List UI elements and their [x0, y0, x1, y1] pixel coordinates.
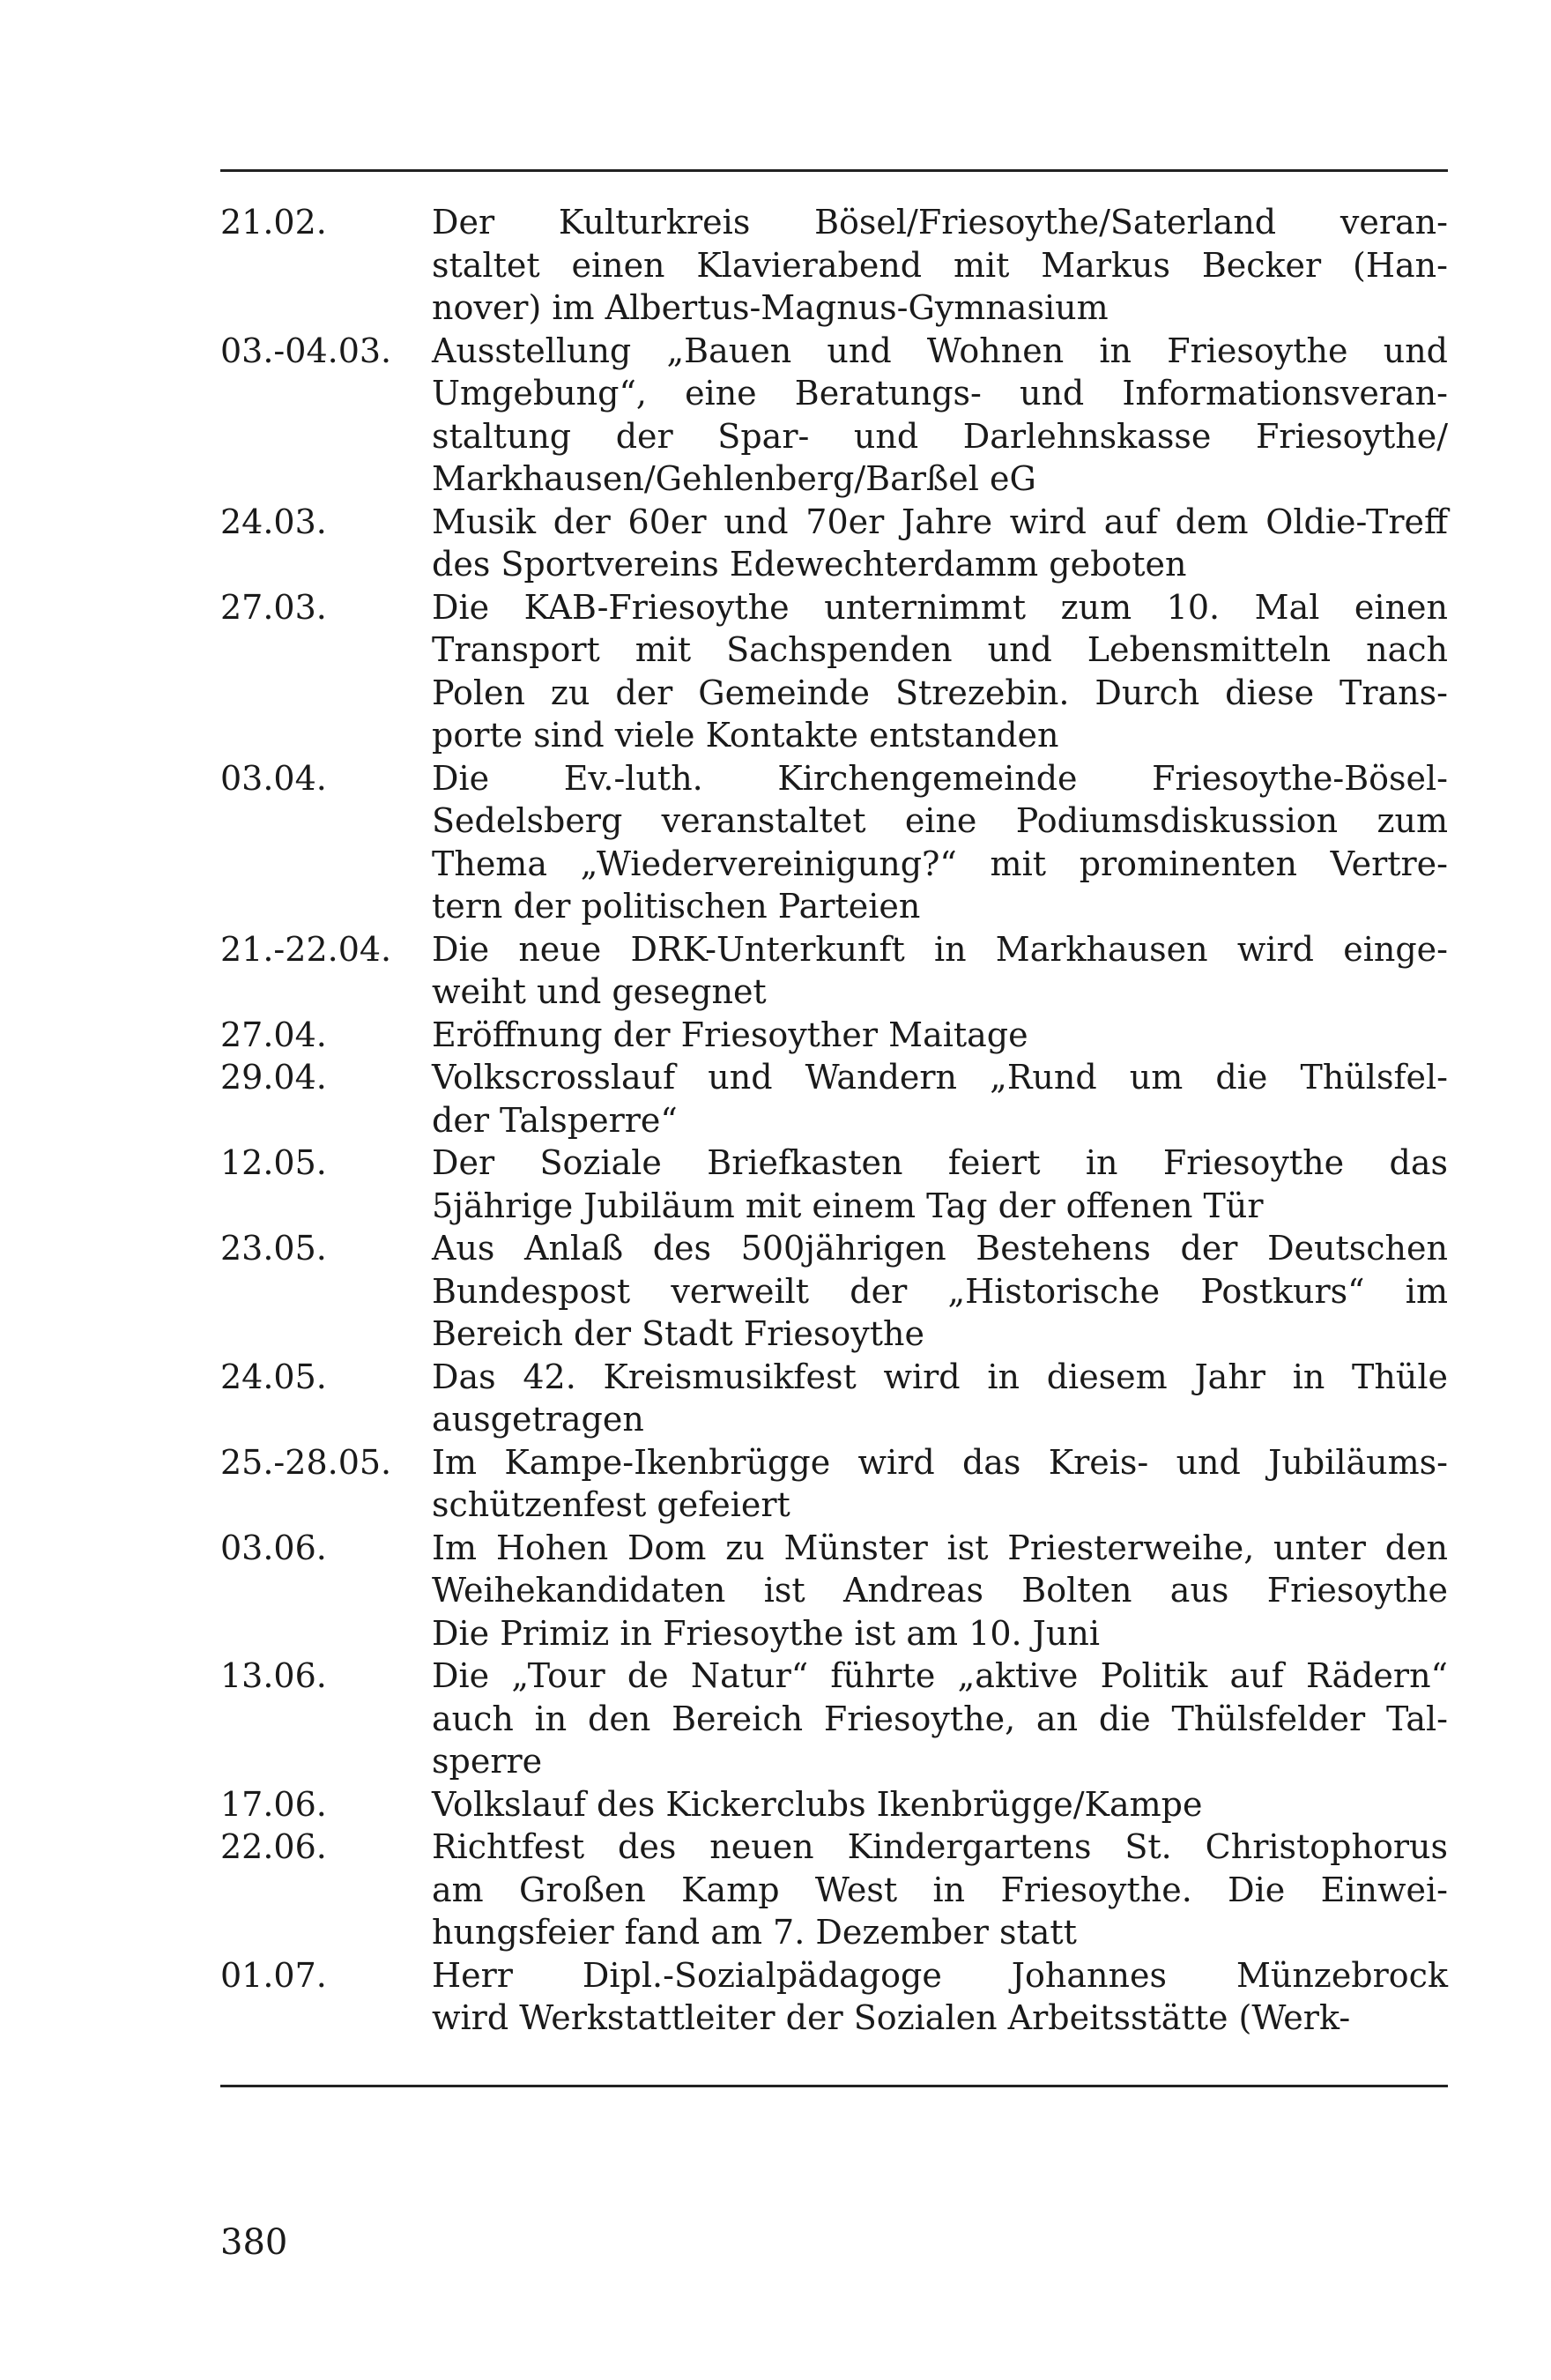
entry-date: 12.05. [220, 1143, 327, 1182]
entry-date: 24.03. [220, 502, 327, 541]
entry-text-line: Der Soziale Briefkasten feiert in Friesoythe das [432, 1143, 1448, 1182]
entry-date: 17.06. [220, 1784, 327, 1824]
chronicle-entry [220, 1826, 1448, 1954]
entry-date: 03.-04.03. [220, 331, 392, 370]
entry-text-line: Transport mit Sachspenden und Lebensmitteln nach [432, 630, 1448, 669]
entry-text-line: Polen zu der Gemeinde Strezebin. Durch diese Trans- [432, 673, 1448, 712]
entry-text-line: tern der politischen Parteien [432, 887, 921, 926]
top-rule [220, 169, 1448, 172]
entry-date: 22.06. [220, 1827, 327, 1866]
entry-text [432, 1014, 1448, 1057]
entry-text-line: hungsfeier fand am 7. Dezember statt [432, 1913, 1077, 1952]
entry-text-line: Bereich der Stadt Friesoythe [432, 1314, 924, 1353]
entry-text-line: Bundespost verweilt der „Historische Postkurs“ im [432, 1271, 1448, 1311]
entry-text [432, 1954, 1448, 2040]
chronicle-entry [220, 1527, 1448, 1655]
entry-text-line: Der Kulturkreis Bösel/Friesoythe/Saterland veran- [432, 203, 1448, 242]
entry-text [432, 586, 1448, 757]
entry-text-line: des Sportvereins Edewechterdamm geboten [432, 545, 1187, 584]
entry-text-line: Richtfest des neuen Kindergartens St. Christophorus [432, 1827, 1448, 1866]
entry-text [432, 1056, 1448, 1142]
entry-text-line: weiht und gesegnet [432, 972, 767, 1011]
chronicle-entry [220, 201, 1448, 330]
entry-date: 24.05. [220, 1357, 327, 1396]
chronicle-entry [220, 1441, 1448, 1527]
chronicle-entry [220, 928, 1448, 1014]
entry-text-line: ausgetragen [432, 1400, 644, 1439]
entry-text-line: Markhausen/Gehlenberg/Barßel eG [432, 459, 1036, 498]
entry-text-line: Musik der 60er und 70er Jahre wird auf dem Oldie-Treff [432, 502, 1448, 541]
entry-text-line: staltet einen Klavierabend mit Markus Becker (Han- [432, 245, 1448, 285]
chronicle-entry [220, 501, 1448, 586]
chronicle-entry [220, 757, 1448, 928]
entry-text-line: Die Ev.-luth. Kirchengemeinde Friesoythe-Bösel- [432, 758, 1448, 798]
chronicle-entry [220, 1227, 1448, 1356]
entry-text-line: Die KAB-Friesoythe unternimmt zum 10. Mal einen [432, 587, 1448, 627]
chronicle-entry [220, 330, 1448, 501]
entry-text-line: schützenfest gefeiert [432, 1485, 790, 1524]
entry-text-line: Thema „Wiedervereinigung?“ mit prominenten Vertre- [432, 844, 1448, 883]
entry-text-line: am Großen Kamp West in Friesoythe. Die Einwei- [432, 1870, 1448, 1909]
entry-text-line: porte sind viele Kontakte entstanden [432, 716, 1059, 755]
entry-date: 25.-28.05. [220, 1442, 392, 1482]
entry-text [432, 1441, 1448, 1527]
entry-text [432, 1527, 1448, 1655]
entry-text-line: Eröffnung der Friesoyther Maitage [432, 1015, 1028, 1054]
entry-text [432, 1783, 1448, 1826]
entry-date: 21.02. [220, 203, 327, 242]
entry-date: 27.04. [220, 1015, 327, 1054]
entry-text-line: Umgebung“, eine Beratungs- und Informationsveran- [432, 374, 1448, 413]
chronicle-entry-list [220, 201, 1448, 2040]
entry-text [432, 1142, 1448, 1227]
entry-date: 01.07. [220, 1955, 327, 1995]
entry-date: 13.06. [220, 1656, 327, 1695]
entry-text-line: Die „Tour de Natur“ führte „aktive Politik auf Rädern“ [432, 1656, 1448, 1695]
chronicle-entry [220, 1356, 1448, 1441]
chronicle-entry [220, 1014, 1448, 1057]
entry-text-line: sperre [432, 1742, 543, 1781]
entry-text [432, 501, 1448, 586]
chronicle-entry [220, 1056, 1448, 1142]
entry-date: 21.-22.04. [220, 929, 392, 969]
entry-text-line: Sedelsberg veranstaltet eine Podiumsdiskussion zum [432, 801, 1448, 840]
entry-text [432, 1227, 1448, 1356]
bottom-rule [220, 2085, 1448, 2087]
entry-text [432, 1826, 1448, 1954]
entry-text-line: Herr Dipl.-Sozialpädagoge Johannes Münzebrock [432, 1955, 1448, 1995]
chronicle-entry [220, 1783, 1448, 1826]
entry-text-line: Im Hohen Dom zu Münster ist Priesterweihe, unter den [432, 1528, 1448, 1567]
entry-text-line: Volkscrosslauf und Wandern „Rund um die Thülsfel- [432, 1058, 1448, 1097]
entry-text-line: Das 42. Kreismusikfest wird in diesem Jahr in Thüle [432, 1357, 1448, 1396]
entry-text-line: Im Kampe-Ikenbrügge wird das Kreis- und Jubiläums- [432, 1442, 1448, 1482]
entry-text-line: Volkslauf des Kickerclubs Ikenbrügge/Kampe [432, 1784, 1203, 1824]
entry-text [432, 757, 1448, 928]
page-number: 380 [220, 2222, 288, 2263]
entry-text-line: Die neue DRK-Unterkunft in Markhausen wird einge- [432, 929, 1448, 969]
entry-text [432, 1655, 1448, 1783]
entry-date: 23.05. [220, 1229, 327, 1268]
entry-text-line: 5jährige Jubiläum mit einem Tag der offenen Tür [432, 1186, 1264, 1225]
chronicle-entry [220, 1142, 1448, 1227]
entry-date: 03.06. [220, 1528, 327, 1567]
entry-text [432, 201, 1448, 330]
entry-text-line: staltung der Spar- und Darlehnskasse Friesoythe/ [432, 416, 1448, 456]
chronicle-entry [220, 1655, 1448, 1783]
entry-text [432, 928, 1448, 1014]
entry-text-line: nover) im Albertus-Magnus-Gymnasium [432, 288, 1109, 327]
entry-text-line: Ausstellung „Bauen und Wohnen in Friesoythe und [432, 331, 1448, 370]
entry-text-line: auch in den Bereich Friesoythe, an die Thülsfelder Tal- [432, 1699, 1448, 1738]
entry-text-line: Aus Anlaß des 500jährigen Bestehens der Deutschen [432, 1229, 1448, 1268]
chronicle-entry [220, 1954, 1448, 2040]
entry-text-line: Die Primiz in Friesoythe ist am 10. Juni [432, 1613, 1101, 1653]
entry-text-line: Weihekandidaten ist Andreas Bolten aus Friesoythe [432, 1571, 1448, 1610]
entry-text-line: wird Werkstattleiter der Sozialen Arbeitsstätte (Werk- [432, 1998, 1351, 2037]
entry-text [432, 330, 1448, 501]
entry-text-line: der Talsperre“ [432, 1100, 678, 1140]
entry-text [432, 1356, 1448, 1441]
chronicle-entry [220, 586, 1448, 757]
entry-date: 29.04. [220, 1058, 327, 1097]
entry-date: 27.03. [220, 587, 327, 627]
entry-date: 03.04. [220, 758, 327, 798]
